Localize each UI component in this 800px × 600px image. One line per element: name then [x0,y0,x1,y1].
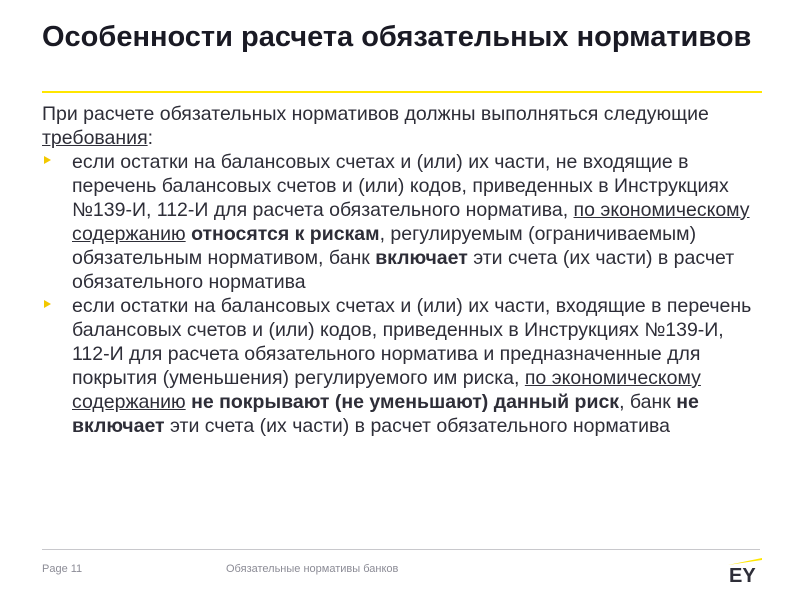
text-run: : [147,127,154,149]
footer-title: Обязательные нормативы банков [226,563,399,575]
text-run: , банк [619,391,677,413]
footer-divider [42,549,760,550]
text-run: эти счета (их части) в расчет обязательного норматива [164,415,670,437]
text-run: если остатки на балансовых счетах и (или) их части, входящие в перечень балансовых счетов и (или) кодов, приведенных в Инструкциях №139-И, 112-И для расчета обязательного норматива и предназначенные для покрытия (уменьшения) регулируемого им риска, [72,295,752,389]
bullet-arrow-icon [44,156,51,164]
ey-logo [728,558,762,584]
emphasis-text: не покрывают (не уменьшают) данный риск [191,391,620,413]
underlined-text: по экономическому содержанию [72,199,750,245]
ey-logo-text: EY [729,565,756,584]
text-run: , регулируемым (ограничиваемым) обязательным нормативом, банк [72,223,697,269]
intro-paragraph [42,102,754,150]
text-run: При расчете обязательных нормативов должны выполняться следующие [42,103,709,125]
text-run: эти счета (их части) в расчет обязательного норматива [72,247,735,293]
emphasis-text: не включает [72,391,699,437]
underlined-text: по экономическому содержанию [72,367,701,413]
text-run: если остатки на балансовых счетах и (или) их части, не входящие в перечень балансовых счетов и (или) кодов, приведенных в Инструкциях №139-И, 112-И для расчета обязательного норматива, [72,151,729,221]
bullet-item [42,150,754,294]
bullet-arrow-icon [44,300,51,308]
emphasis-text: включает [375,247,468,269]
emphasis-text: относятся к рискам [191,223,380,245]
bullet-item [42,294,754,438]
underlined-text: требования [42,127,148,149]
title-underline [42,91,762,93]
ey-logo-beam [728,558,762,565]
bullet-list [42,150,754,438]
slide-title: Особенности расчета обязательных нормативов [42,21,752,53]
page-number: Page 11 [42,563,83,575]
